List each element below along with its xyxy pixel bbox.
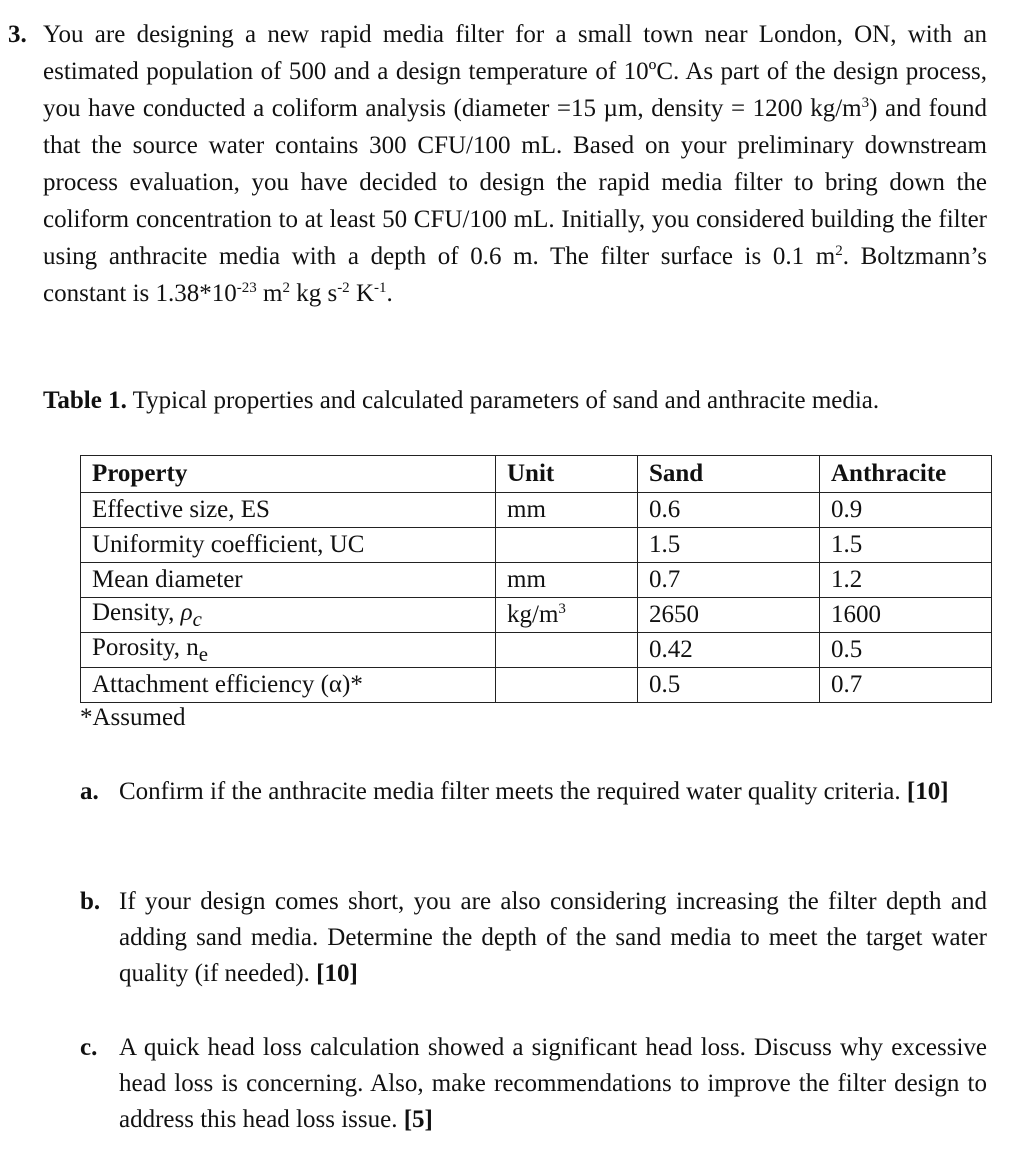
header-anthracite: Anthracite (820, 456, 992, 493)
superscript: -2 (337, 280, 350, 296)
cell-property (81, 598, 496, 633)
cell-anthracite: 0.7 (820, 668, 992, 703)
subquestion-body (119, 1030, 987, 1138)
cell-unit (496, 598, 638, 633)
properties-table (80, 455, 992, 703)
table-footnote: *Assumed (80, 704, 186, 731)
table-caption-text: Typical properties and calculated parameters of sand and anthracite media. (126, 387, 880, 414)
header-sand: Sand (638, 456, 820, 493)
cell-anthracite: 1.2 (820, 563, 992, 598)
table-row (81, 633, 992, 668)
subscript: c (192, 606, 202, 631)
cell-property: Uniformity coefficient, UC (81, 528, 496, 563)
subquestion-text: A quick head loss calculation showed a significant head loss. Discuss why excessive head loss is concerning. Also, make recommendations to improve the filter design to address this head loss issue. (119, 1034, 987, 1133)
superscript: 2 (282, 280, 290, 296)
table-row (81, 528, 992, 563)
cell-property (81, 633, 496, 668)
header-unit: Unit (496, 456, 638, 493)
cell-anthracite: 1600 (820, 598, 992, 633)
subquestion-points: [10] (316, 960, 358, 987)
subquestion-body (119, 774, 987, 810)
subquestion-points: [10] (906, 778, 949, 805)
cell-sand: 2650 (638, 598, 820, 633)
subquestion-c (80, 1030, 987, 1138)
unit-label: kg/m (507, 601, 559, 628)
subquestion-text: Confirm if the anthracite media filter meets the required water quality criteria. (119, 778, 907, 805)
question-number: 3. (8, 21, 27, 48)
cell-property: Effective size, ES (81, 493, 496, 528)
cell-unit (496, 633, 638, 668)
problem-text: m (256, 280, 283, 307)
problem-text: You are designing a new rapid media filter for a small town near London, ON, with an estimated population of 500 and a design temperature of 10ºC. As part of the design process, you have conducted a coliform analysis (diameter =15 µm, density = 1200 kg/m (43, 21, 987, 122)
cell-unit (496, 668, 638, 703)
table-caption (43, 382, 987, 419)
subquestion-a (80, 774, 987, 810)
cell-sand: 0.7 (638, 563, 820, 598)
problem-text: ) and found that the source water contains 300 CFU/100 mL. Based on your preliminary downstream process evaluation, you have decided to design the rapid media filter to bring down the coliform concentration to at least 50 CFU/100 mL. Initially, you considered building the filter using anthracite media with a depth of 0.6 m. The filter surface is 0.1 m (43, 95, 987, 270)
problem-text: kg s (289, 280, 338, 307)
superscript: 3 (558, 601, 566, 617)
superscript: -1 (374, 280, 387, 296)
superscript: -23 (236, 280, 257, 296)
property-label: Porosity, n (92, 633, 199, 661)
cell-sand: 1.5 (638, 528, 820, 563)
subquestion-points: [5] (403, 1106, 433, 1133)
problem-text: . (386, 280, 393, 307)
cell-unit (496, 528, 638, 563)
cell-sand: 0.5 (638, 668, 820, 703)
header-property: Property (81, 456, 496, 493)
subquestion-label: a. (80, 778, 99, 805)
problem-statement (43, 16, 987, 312)
rho-symbol: ρ (180, 598, 193, 626)
cell-unit: mm (496, 493, 638, 528)
table-row (81, 493, 992, 528)
table-row (81, 668, 992, 703)
property-label: Density, (92, 598, 181, 626)
cell-property: Mean diameter (81, 563, 496, 598)
cell-sand: 0.6 (638, 493, 820, 528)
superscript: 3 (861, 95, 870, 111)
table-caption-label: Table 1. (43, 387, 127, 414)
subquestion-body (119, 884, 987, 992)
cell-anthracite: 0.5 (820, 633, 992, 668)
subquestion-text: If your design comes short, you are also considering increasing the filter depth and adding sand media. Determine the depth of the sand media to meet the target water quality (if needed). (119, 888, 987, 987)
cell-unit: mm (496, 563, 638, 598)
table-header-row (81, 456, 992, 493)
subscript: e (198, 641, 208, 666)
problem-text: . Boltzmann’s constant is 1.38*10 (43, 243, 987, 307)
problem-text: K (349, 280, 374, 307)
superscript: 2 (835, 243, 843, 259)
cell-anthracite: 1.5 (820, 528, 992, 563)
cell-property: Attachment efficiency (α)* (81, 668, 496, 703)
table-row (81, 563, 992, 598)
subquestion-b (80, 884, 987, 992)
cell-sand: 0.42 (638, 633, 820, 668)
cell-anthracite: 0.9 (820, 493, 992, 528)
table-row (81, 598, 992, 633)
subquestion-label: c. (80, 1034, 98, 1061)
subquestion-label: b. (80, 888, 101, 915)
